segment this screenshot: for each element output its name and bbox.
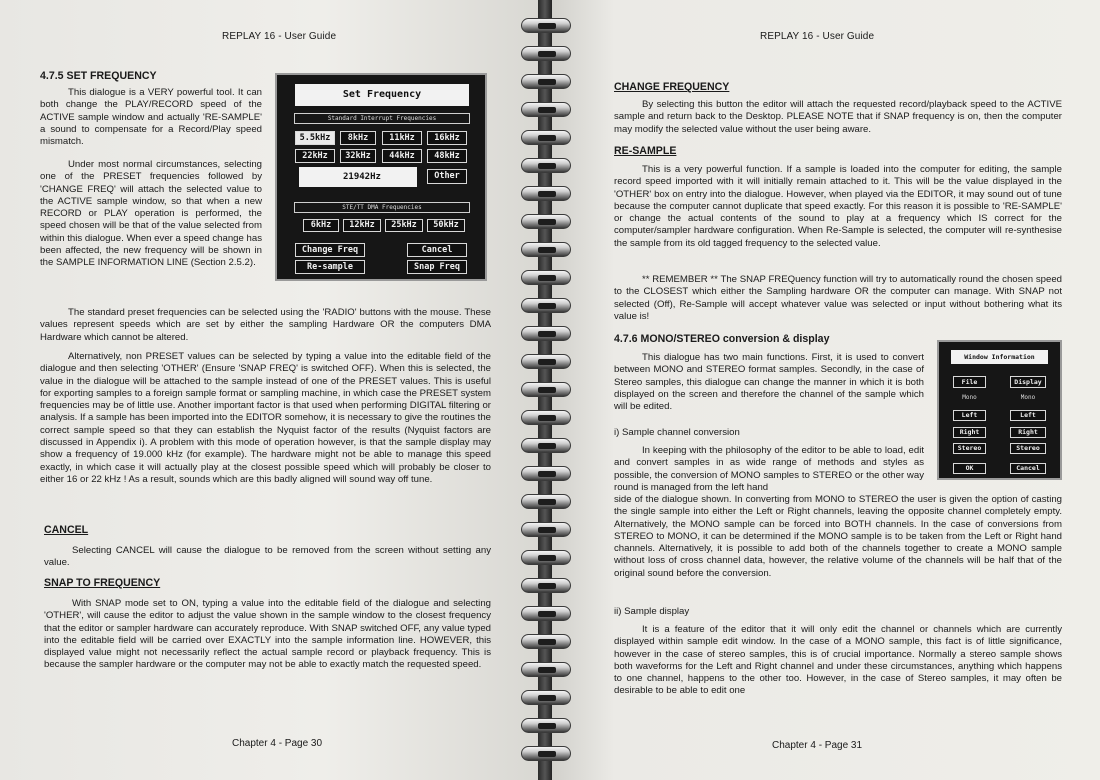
freq-button-44khz[interactable]: 44kHz <box>382 149 422 163</box>
channel-conversion-paragraph-b: side of the dialogue shown. In converting from MONO to STEREO the user is given the option of casting the single sample into either the Left or Right channels, leaving the opposite channel completely empty. Alternatively, the MONO sample can be forced into BOTH channels. In the case of conversions from STEREO to MONO, it can be determined if the MONO sample is to be taken from the Left or Right hand channels. Alternatively, it is possible to add both of the channels together to create a MONO sample without loss of cross channel data, however, the relative volume of the channels will be half that of the original sound before the conversion. <box>614 494 1062 579</box>
dma-button-25khz[interactable]: 25kHz <box>385 219 423 232</box>
freq-button-22khz[interactable]: 22kHz <box>295 149 335 163</box>
running-head-left: REPLAY 16 - User Guide <box>222 31 337 42</box>
right-page <box>548 0 1100 780</box>
binding-ring <box>521 74 571 89</box>
channel-conversion-paragraph-a: In keeping with the philosophy of the editor to be able to load, edit and convert samples in as wide range of methods and styles as possible, the conversion of MONO samples to STEREO or the other way round is managed from the left hand <box>614 445 924 493</box>
binding-ring <box>521 46 571 61</box>
binding-ring <box>521 522 571 537</box>
binding-ring <box>521 606 571 621</box>
binding-ring <box>521 494 571 509</box>
change-freq-button[interactable]: Change Freq <box>295 243 365 257</box>
set-frequency-dialog <box>275 73 487 281</box>
file-stereo-button[interactable]: Stereo <box>953 443 986 454</box>
binding-ring <box>521 438 571 453</box>
file-right-button[interactable]: Right <box>953 427 986 438</box>
footer-right: Chapter 4 - Page 31 <box>772 740 863 751</box>
window-information-dialog <box>937 340 1062 480</box>
freq-button-16khz[interactable]: 16kHz <box>427 131 467 145</box>
binding-ring <box>521 382 571 397</box>
remember-paragraph: ** REMEMBER ** The SNAP FREQuency function will try to automatically round the chosen speed to the CLOSEST which either the Sampling hardware OR the computer can manage. With SNAP not selected (Off), Re-Sample will accept whatever value was selected or input without bothering what its value is! <box>614 274 1062 322</box>
binding-ring <box>521 662 571 677</box>
paragraph-preset-frequencies: Under most normal circumstances, selecting one of the PRESET frequencies followed by 'CHANGE FREQ' will attach the selected value to the ACTIVE sample window, so that when a new RECORD or PLAY operation is performed, the speed chosen will be that of the value selected from within this dialogue. When ever a speed change has been affected, the new frequency will be shown in the SAMPLE INFORMATION LINE (Section 2.5.2). <box>40 159 262 269</box>
binding-ring <box>521 634 571 649</box>
cancel-heading: CANCEL <box>44 524 89 536</box>
cancel-button[interactable]: Cancel <box>407 243 467 257</box>
sub-heading-sample-display: ii) Sample display <box>614 606 690 617</box>
display-left-button[interactable]: Left <box>1010 410 1046 421</box>
dma-button-12khz[interactable]: 12kHz <box>343 219 381 232</box>
change-frequency-paragraph: By selecting this button the editor will attach the requested record/playback speed to the ACTIVE sample and return back to the Desktop. PLEASE NOTE that if SNAP frequency is on, then the computer may modify the selected value without the user being aware. <box>614 99 1062 135</box>
interrupt-frequencies-label: Standard Interrupt Frequencies <box>327 115 437 122</box>
freq-button-11khz[interactable]: 11kHz <box>382 131 422 145</box>
binding-ring <box>521 298 571 313</box>
binding-ring <box>521 690 571 705</box>
file-left-button[interactable]: Left <box>953 410 986 421</box>
window-info-cancel-button[interactable]: Cancel <box>1010 463 1046 474</box>
binding-ring <box>521 186 571 201</box>
binding-ring <box>521 354 571 369</box>
sample-display-paragraph: It is a feature of the editor that it will only edit the channel or channels which are currently displayed within sample edit window. In the case of a MONO sample, this fact is of little significance, however in the case of stereo samples, this is of crucial importance. Normally a stereo sample shows both waveforms for the Left and Right channel and under these circumstances, anything which happens to one channel, happens to the other too. However, in the case of Stereo samples, it may often be desirable to be able to edit one <box>614 624 1062 697</box>
mono-stereo-heading: 4.7.6 MONO/STEREO conversion & display <box>614 333 830 345</box>
dma-button-6khz[interactable]: 6kHz <box>303 219 339 232</box>
mono-stereo-paragraph: This dialogue has two main functions. First, it is used to convert between MONO and STEREO format samples. Secondly, in the case of Stereo samples, this dialogue can change the manner in which it is both displayed on the screen and therefore the channel of the sample which will be edited. <box>614 352 924 413</box>
binding-ring <box>521 578 571 593</box>
display-right-button[interactable]: Right <box>1010 427 1046 438</box>
binding-ring <box>521 102 571 117</box>
resample-button[interactable]: Re-sample <box>295 260 365 274</box>
section-heading-set-frequency: 4.7.5 SET FREQUENCY <box>40 70 157 82</box>
file-mono-label: Mono <box>962 394 977 401</box>
binding-ring <box>521 410 571 425</box>
freq-button-48khz[interactable]: 48kHz <box>427 149 467 163</box>
resample-heading: RE-SAMPLE <box>614 145 677 157</box>
binding-ring <box>521 270 571 285</box>
file-button[interactable]: File <box>953 376 986 388</box>
display-button[interactable]: Display <box>1010 376 1046 388</box>
paragraph-radio-buttons: The standard preset frequencies can be selected using the 'RADIO' buttons with the mouse. These values represent speeds which are set by either the sampling Hardware OR the computers DMA Hardware which cannot be altered. <box>40 307 491 343</box>
freq-button-32khz[interactable]: 32kHz <box>340 149 376 163</box>
footer-left: Chapter 4 - Page 30 <box>232 738 323 749</box>
window-info-title: Window Information <box>951 350 1048 364</box>
resample-paragraph: This is a very powerful function. If a sample is loaded into the computer for editing, the sample record speed imported with it will initially remain attached to it. This will be the value displayed in the 'OTHER' box on entry into the dialogue. However, when played via the EDITOR, it may sound out of tune because the computer cannot duplicate that speed exactly. For this reason it is possible to 'RE-SAMPLE' or change the actual contents of the sound to play at a frequency which IS correct for the computer/sampler hardware configuration. When Re-Sample is selected, the computer will re-synthesise the sample from its old tagged frequency to the selected value. <box>614 164 1062 249</box>
dma-button-50khz[interactable]: 50kHz <box>427 219 465 232</box>
dma-frequencies-label: STE/TT DMA Frequencies <box>342 204 422 211</box>
binding-ring <box>521 718 571 733</box>
sub-heading-channel-conversion: i) Sample channel conversion <box>614 427 740 438</box>
binding-ring <box>521 130 571 145</box>
binding-ring <box>521 326 571 341</box>
display-stereo-button[interactable]: Stereo <box>1010 443 1046 454</box>
snap-heading: SNAP TO FREQUENCY <box>44 577 161 589</box>
window-info-ok-button[interactable]: OK <box>953 463 986 474</box>
binding-ring <box>521 158 571 173</box>
binding-ring <box>521 746 571 761</box>
snap-paragraph: With SNAP mode set to ON, typing a value into the editable field of the dialogue and selecting 'OTHER', will cause the editor to adjust the value shown in the sample window to the closest frequency that the editor or sampler hardware can accurately reproduce. With SNAP switched OFF, any value typed into the editable field will be carried over EXACTLY into the sample information line. HOWEVER, this displayed value might not necessarily reflect the actual sample record or playback frequency. This is because the sampler hardware or the computer may not be able to exactly match the requested speed. <box>44 598 491 671</box>
cancel-paragraph: Selecting CANCEL will cause the dialogue to be removed from the screen without setting any value. <box>44 545 491 569</box>
running-head-right: REPLAY 16 - User Guide <box>760 31 875 42</box>
binding-ring <box>521 242 571 257</box>
change-frequency-heading: CHANGE FREQUENCY <box>614 81 730 93</box>
binding-ring <box>521 466 571 481</box>
other-button[interactable]: Other <box>427 169 467 184</box>
binding-ring <box>521 214 571 229</box>
binding-ring <box>521 18 571 33</box>
left-page <box>0 0 540 780</box>
dialog-title: Set Frequency <box>295 84 469 106</box>
binding-ring <box>521 550 571 565</box>
intro-paragraph: This dialogue is a VERY powerful tool. It can both change the PLAY/RECORD speed of the ACTIVE sample window and actually 'RE-SAMPLE' a sound to compensate for a Record/Play speed mismatch. <box>40 87 262 148</box>
snap-freq-button[interactable]: Snap Freq <box>407 260 467 274</box>
frequency-input[interactable]: 21942Hz <box>299 167 417 187</box>
display-mono-label: Mono <box>1020 394 1036 401</box>
freq-button-8khz[interactable]: 8kHz <box>340 131 376 145</box>
freq-button-5-5khz[interactable]: 5.5kHz <box>295 131 335 145</box>
paragraph-non-preset: Alternatively, non PRESET values can be selected by typing a value into the editable field of the dialogue and then selecting 'OTHER' (Ensure 'SNAP FREQ' is switched OFF). When this is selected, the value in the dialogue will be attached to the sample instead of one of the PRESET values. This is useful for exporting samples to a foreign sample format or sampling machine, in which case the PRESET system frequencies may be of little use. Another important factor is that used when performing DIGITAL filtering or analysis. If a sample has been imported into the EDITOR somehow, it is necessary to give the routines the correct sample speed so that they can establish the Nyquist factor of the results (Nyquist factors are discussed in Appendix i). A problem with this mode of operation however, is that the sample display may show a frequency of 19.000 kHz (for example). The hardware might not be able to manage this speed exactly, in which case it will actually play at the closest possible speed which will probably be closer to either 16 or 22 kHz ! As a result, sounds which are this badly aligned will sound way off tune. <box>40 351 491 485</box>
